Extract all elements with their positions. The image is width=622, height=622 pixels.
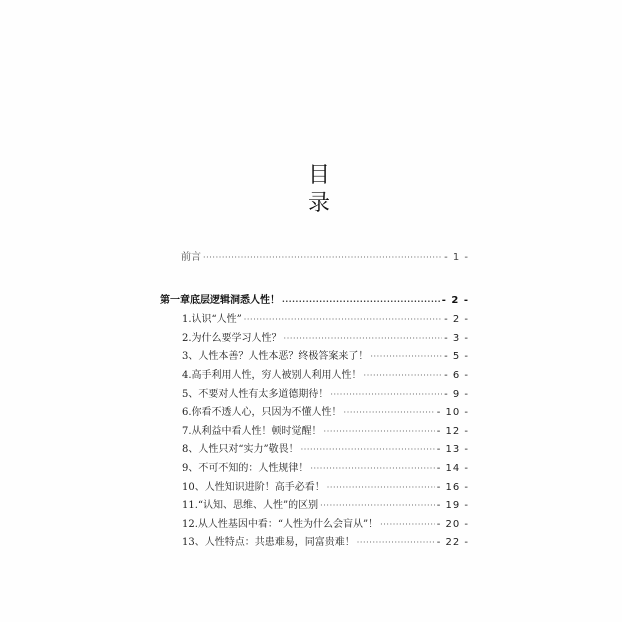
toc-entry-label: 6.你看不透人心，只因为不懂人性！ (182, 407, 342, 418)
toc-entry[interactable] (182, 369, 469, 383)
toc-entry-label: 第一章底层逻辑洞悉人性！ (160, 295, 280, 306)
toc-entry-label: 4.高手利用人性，穷人被别人利用人性！ (182, 370, 362, 381)
toc-entry-page: - 9 - (444, 389, 469, 400)
toc-entry-page: - 2 - (441, 295, 469, 306)
dot-leader (244, 313, 442, 327)
toc-entry-page: - 22 - (436, 537, 469, 548)
dot-leader (301, 443, 435, 457)
toc-entry-label: 12.从人性基因中看：“人性为什么会盲从”！ (182, 519, 379, 530)
toc-entry-page: - 10 - (436, 407, 469, 418)
toc-entry-page: - 16 - (436, 482, 469, 493)
toc-entry[interactable] (182, 350, 469, 364)
toc-entry-page: - 13 - (436, 444, 469, 455)
toc-entry-label: 10、人性知识进阶！高手必看！ (182, 482, 325, 493)
toc-entry-label: 3、人性本善？人性本恶？终极答案来了！ (182, 351, 369, 362)
toc-entry-label: 13、人性特点：共患难易，同富贵难！ (182, 537, 355, 548)
toc-entry-page: - 19 - (436, 500, 469, 511)
dot-leader (310, 462, 434, 476)
toc-entry-label: 11.“认知、思维、人性”的区别 (182, 500, 319, 511)
dot-leader (357, 536, 435, 550)
toc-entry-page: - 6 - (444, 370, 469, 381)
toc-entry-page: - 5 - (444, 351, 469, 362)
toc-entry-page: - 12 - (436, 426, 469, 437)
dot-leader (320, 499, 435, 513)
toc-title-char-1: 目 (307, 163, 330, 188)
toc-title-char-2: 录 (307, 191, 330, 216)
toc-entry[interactable] (182, 462, 469, 476)
dot-leader (284, 332, 443, 346)
toc-entry-preface[interactable] (181, 251, 469, 265)
toc-entry-page: - 14 - (436, 463, 469, 474)
dot-leader (327, 481, 435, 495)
dot-leader (324, 425, 435, 439)
toc-entry-chapter-1[interactable] (160, 294, 469, 308)
toc-entry-label: 1.认识“人性” (182, 314, 242, 325)
dot-leader (282, 294, 440, 308)
toc-entry-label: 2.为什么要学习人性？ (182, 333, 282, 344)
toc-entry[interactable] (182, 481, 469, 495)
toc-entry-page: - 1 - (444, 252, 469, 263)
toc-entry-page: - 2 - (444, 314, 469, 325)
toc-entry[interactable] (182, 406, 469, 420)
toc-entry-label: 8、人性只对“实力”敬畏！ (182, 444, 299, 455)
toc-entry[interactable] (182, 313, 469, 327)
toc-entry[interactable] (182, 388, 469, 402)
toc-entry[interactable] (182, 518, 469, 532)
toc-entry[interactable] (182, 536, 469, 550)
dot-leader (203, 251, 442, 265)
dot-leader (330, 388, 442, 402)
toc-entry-label: 7.从利益中看人性！顿时觉醒！ (182, 426, 322, 437)
dot-leader (380, 518, 435, 532)
toc-entry[interactable] (182, 332, 469, 346)
dot-leader (364, 369, 443, 383)
toc-entry[interactable] (182, 425, 469, 439)
toc-entry-page: - 3 - (444, 333, 469, 344)
toc-entry[interactable] (182, 499, 469, 513)
dot-leader (370, 350, 442, 364)
toc-entry-page: - 20 - (436, 519, 469, 530)
toc-entry-label: 9、不可不知的：人性规律！ (182, 463, 309, 474)
toc-entry-label: 前言 (181, 252, 201, 263)
dot-leader (344, 406, 435, 420)
toc-entry[interactable] (182, 443, 469, 457)
toc-entry-label: 5、不要对人性有太多道德期待！ (182, 389, 329, 400)
